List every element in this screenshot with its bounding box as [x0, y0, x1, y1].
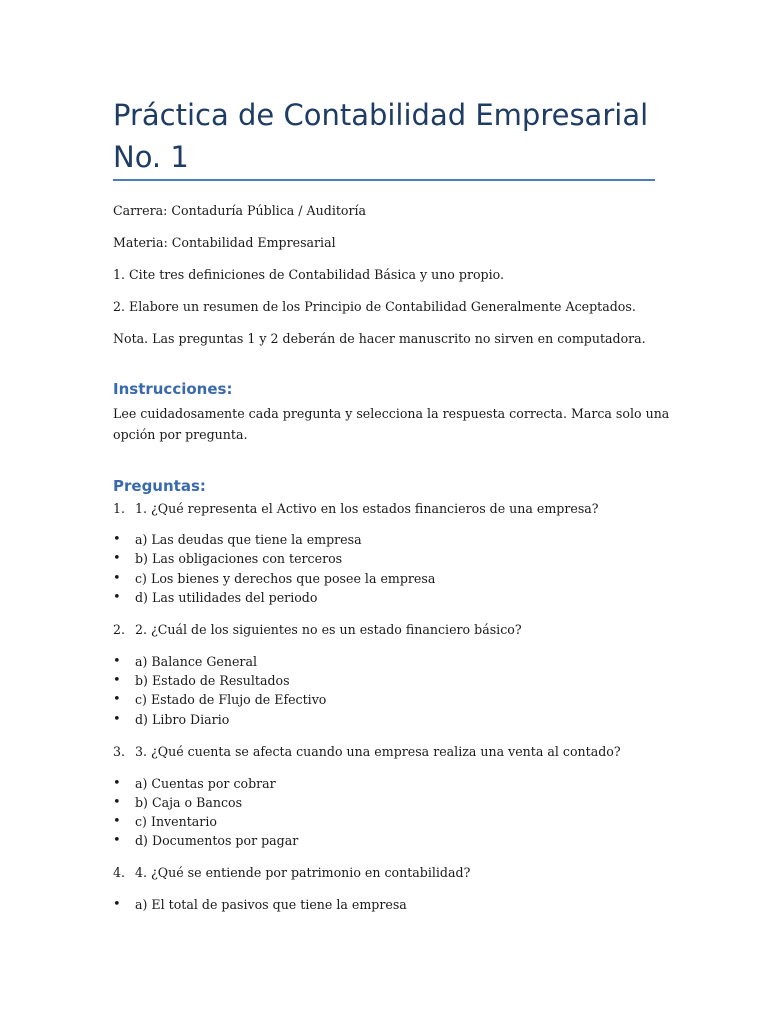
instructions-heading: Instrucciones: — [113, 380, 233, 398]
note-line: Nota. Las preguntas 1 y 2 deberán de hacer manuscrito no sirven en computadora. — [113, 331, 646, 346]
question-2-option-a: a) Balance General — [135, 654, 257, 669]
question-3-option-d: d) Documentos por pagar — [135, 833, 299, 848]
question-2-text: 2. ¿Cuál de los siguientes no es un estado financiero básico? — [135, 622, 522, 637]
bullet-icon: • — [113, 795, 121, 810]
bullet-icon: • — [113, 814, 121, 829]
question-3-number: 3. — [113, 744, 126, 759]
document-title — [113, 94, 653, 178]
question-2-option-b: b) Estado de Resultados — [135, 673, 290, 688]
title-divider — [113, 179, 655, 181]
instructions-text-2: opción por pregunta. — [113, 427, 248, 442]
bullet-icon: • — [113, 551, 121, 566]
question-1-option-a: a) Las deudas que tiene la empresa — [135, 532, 362, 547]
question-1-option-d: d) Las utilidades del periodo — [135, 590, 318, 605]
question-4-option-a: a) El total de pasivos que tiene la empresa — [135, 897, 407, 912]
question-3-option-c: c) Inventario — [135, 814, 217, 829]
career-line: Carrera: Contaduría Pública / Auditoría — [113, 203, 367, 218]
question-1-option-c: c) Los bienes y derechos que posee la empresa — [135, 571, 436, 586]
question-2-option-c: c) Estado de Flujo de Efectivo — [135, 692, 327, 707]
bullet-icon: • — [113, 571, 121, 586]
bullet-icon: • — [113, 673, 121, 688]
question-1-number: 1. — [113, 501, 126, 516]
question-2-number: 2. — [113, 622, 126, 637]
title-line-1: Práctica de Contabilidad Empresarial — [113, 98, 649, 132]
question-1-text: 1. ¿Qué representa el Activo en los estados financieros de una empresa? — [135, 501, 599, 516]
bullet-icon: • — [113, 833, 121, 848]
instructions-text-1: Lee cuidadosamente cada pregunta y selecciona la respuesta correcta. Marca solo una — [113, 406, 670, 421]
bullet-icon: • — [113, 776, 121, 791]
task-1: 1. Cite tres definiciones de Contabilidad Básica y uno propio. — [113, 267, 505, 282]
question-4-text: 4. ¿Qué se entiende por patrimonio en contabilidad? — [135, 865, 471, 880]
question-1-option-b: b) Las obligaciones con terceros — [135, 551, 343, 566]
bullet-icon: • — [113, 712, 121, 727]
bullet-icon: • — [113, 590, 121, 605]
bullet-icon: • — [113, 897, 121, 912]
title-line-2: No. 1 — [113, 140, 189, 174]
question-3-option-b: b) Caja o Bancos — [135, 795, 243, 810]
questions-heading: Preguntas: — [113, 477, 206, 495]
bullet-icon: • — [113, 654, 121, 669]
subject-line: Materia: Contabilidad Empresarial — [113, 235, 336, 250]
question-4-number: 4. — [113, 865, 126, 880]
bullet-icon: • — [113, 692, 121, 707]
question-3-text: 3. ¿Qué cuenta se afecta cuando una empresa realiza una venta al contado? — [135, 744, 621, 759]
bullet-icon: • — [113, 532, 121, 547]
question-2-option-d: d) Libro Diario — [135, 712, 230, 727]
question-3-option-a: a) Cuentas por cobrar — [135, 776, 276, 791]
task-2: 2. Elabore un resumen de los Principio de Contabilidad Generalmente Aceptados. — [113, 299, 636, 314]
